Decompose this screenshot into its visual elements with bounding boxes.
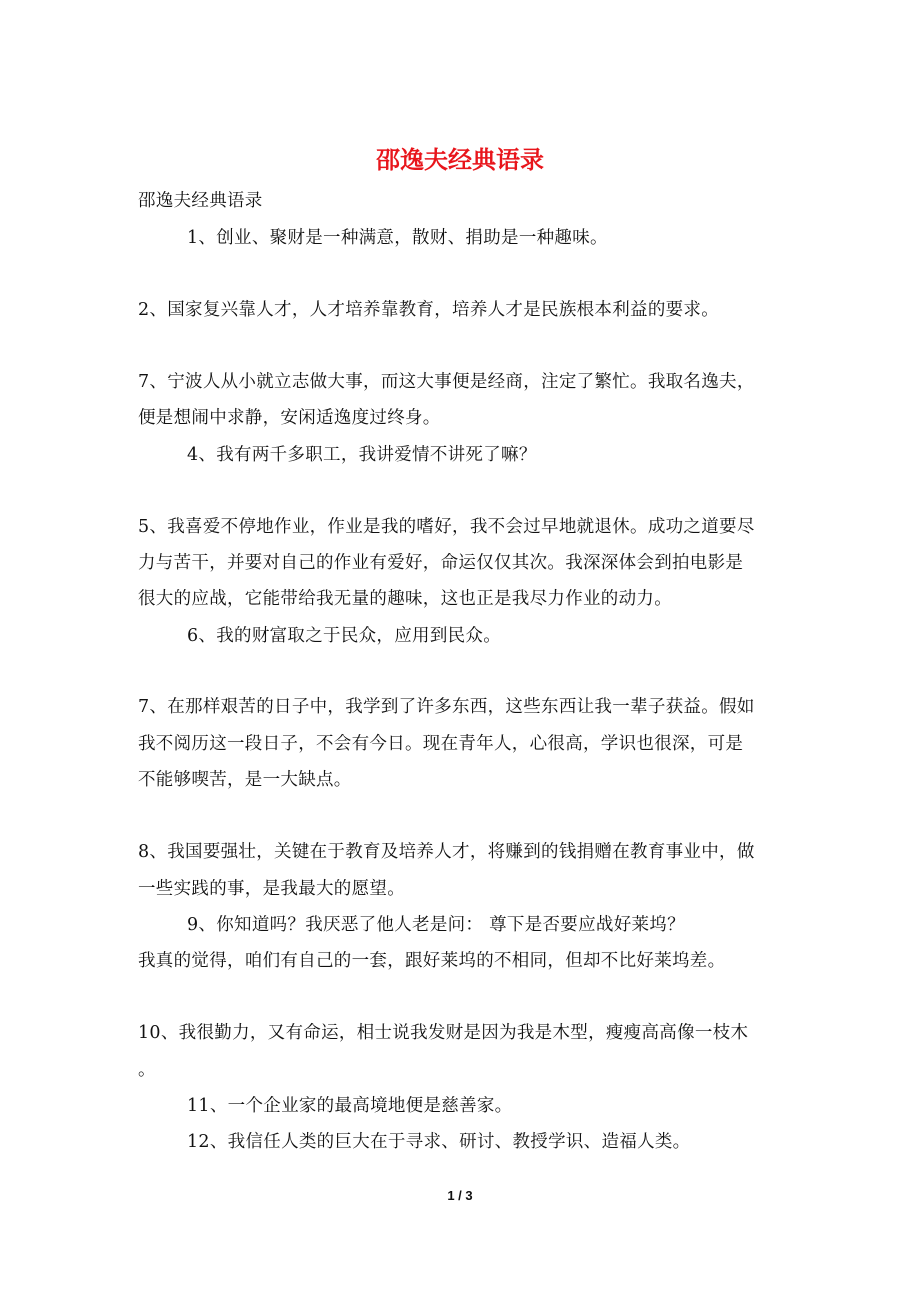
document-title: 邵逸夫经典语录	[376, 146, 544, 174]
quote-line: 1、创业、聚财是一种满意，散财、捐助是一种趣味。	[187, 228, 608, 248]
quote-line: 7、宁波人从小就立志做大事，而这大事便是经商，注定了繁忙。我取名逸夫，	[138, 372, 755, 392]
quote-line: 9、你知道吗？我厌恶了他人老是问： 尊下是否要应战好莱坞？	[187, 915, 685, 935]
quote-line: 一些实践的事，是我最大的愿望。	[138, 879, 405, 899]
quote-line: 很大的应战，它能带给我无量的趣味，这也正是我尽力作业的动力。	[138, 589, 672, 609]
quote-line: 我不阅历这一段日子，不会有今日。现在青年人，心很高，学识也很深，可是	[138, 734, 744, 754]
quote-line: 11、一个企业家的最高境地便是慈善家。	[187, 1096, 513, 1116]
quote-line: 10、我很勤力，又有命运，相士说我发财是因为我是木型，瘦瘦高高像一枝木	[138, 1023, 749, 1043]
quote-line: 7、在那样艰苦的日子中，我学到了许多东西，这些东西让我一辈子获益。假如	[138, 697, 755, 717]
quote-line: 我真的觉得，咱们有自己的一套，跟好莱坞的不相同，但却不比好莱坞差。	[138, 951, 726, 971]
quote-line: 6、我的财富取之于民众，应用到民众。	[187, 626, 502, 646]
subtitle: 邵逸夫经典语录	[138, 191, 263, 211]
page-number: 1 / 3	[447, 1188, 473, 1203]
quote-line: 便是想闹中求静，安闲适逸度过终身。	[138, 408, 441, 428]
quote-line: 。	[138, 1060, 156, 1080]
quote-line: 8、我国要强壮，关键在于教育及培养人才，将赚到的钱捐赠在教育事业中，做	[138, 842, 755, 862]
quote-line: 不能够喫苦，是一大缺点。	[138, 770, 352, 790]
quote-line: 4、我有两千多职工，我讲爱情不讲死了嘛？	[187, 445, 537, 465]
quote-line: 5、我喜爱不停地作业，作业是我的嗜好，我不会过早地就退休。成功之道要尽	[138, 517, 755, 537]
quote-line: 12、我信任人类的巨大在于寻求、研讨、教授学识、造福人类。	[187, 1132, 691, 1152]
quote-line: 力与苦干，并要对自己的作业有爱好，命运仅仅其次。我深深体会到拍电影是	[138, 553, 744, 573]
quote-line: 2、国家复兴靠人才，人才培养靠教育，培养人才是民族根本利益的要求。	[138, 300, 720, 320]
